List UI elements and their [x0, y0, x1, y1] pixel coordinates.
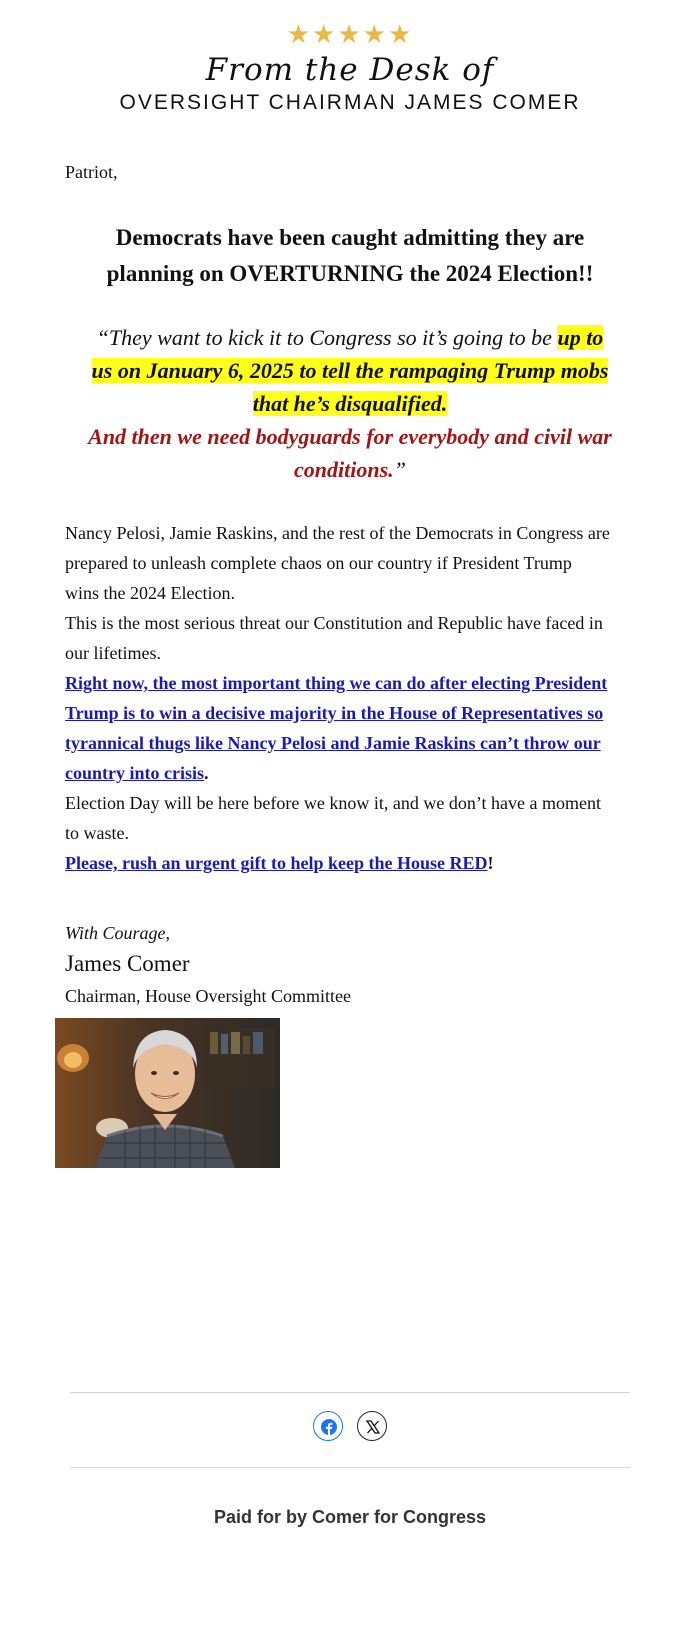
chairman-title: OVERSIGHT CHAIRMAN JAMES COMER: [119, 91, 581, 114]
keep-house-red-link[interactable]: Please, rush an urgent gift to help keep the House RED: [65, 853, 488, 873]
quote-highlight: up to us on January 6, 2025 to tell the rampaging Trump mobs that he’s disqualified.: [91, 325, 609, 416]
majority-donate-link[interactable]: Right now, the most important thing we can do after electing President Trump is to win a decisive majority in the House of Representatives so tyrannical thugs like Nancy Pelosi and Jamie Raskins can’t throw our country into crisis: [65, 673, 608, 783]
body-link-paragraph: Please, rush an urgent gift to help keep the House RED!: [65, 853, 494, 873]
divider: [70, 1392, 630, 1393]
from-the-desk-of: From the Desk of: [205, 52, 495, 88]
divider: [70, 1467, 630, 1468]
body-paragraph: Nancy Pelosi, Jamie Raskins, and the rest of the Democrats in Congress are prepared to unleash complete chaos on our country if President Trump wins the 2024 Election.: [65, 523, 610, 603]
headline: [85, 220, 615, 292]
letterhead: [0, 20, 700, 116]
quote-close: ”: [393, 457, 406, 482]
headline-line-1: Democrats have been caught admitting they are: [115, 225, 585, 250]
closing: With Courage,: [65, 923, 171, 943]
signoff: [65, 920, 610, 1010]
signer-title: Chairman, House Oversight Committee: [65, 986, 351, 1006]
stars-icon: ★★★★★: [286, 20, 414, 50]
quote-open: “They want to kick it to Congress so it’s going to be: [96, 325, 552, 350]
facebook-icon[interactable]: [313, 1411, 343, 1441]
social-links: [0, 1411, 700, 1441]
headline-line-2: planning on OVERTURNING the 2024 Election!!: [106, 261, 594, 286]
body-link-paragraph: Right now, the most important thing we can do after electing President Trump is to win a decisive majority in the House of Representatives so tyrannical thugs like Nancy Pelosi and Jamie Raskins can’t throw our country into crisis.: [65, 673, 608, 783]
body-paragraph: This is the most serious threat our Constitution and Republic have faced in our lifetimes.: [65, 613, 603, 663]
portrait-photo: [55, 1018, 280, 1168]
signer-name: James Comer: [65, 951, 190, 976]
letter-body: [65, 518, 610, 878]
paid-for-disclaimer: Paid for by Comer for Congress: [213, 1507, 487, 1527]
body-paragraph: Election Day will be here before we know it, and we don’t have a moment to waste.: [65, 793, 601, 843]
greeting: Patriot,: [65, 162, 118, 182]
x-icon[interactable]: [357, 1411, 387, 1441]
pull-quote: [85, 321, 615, 486]
quote-red: And then we need bodyguards for everybody and civil war conditions.: [88, 424, 612, 482]
